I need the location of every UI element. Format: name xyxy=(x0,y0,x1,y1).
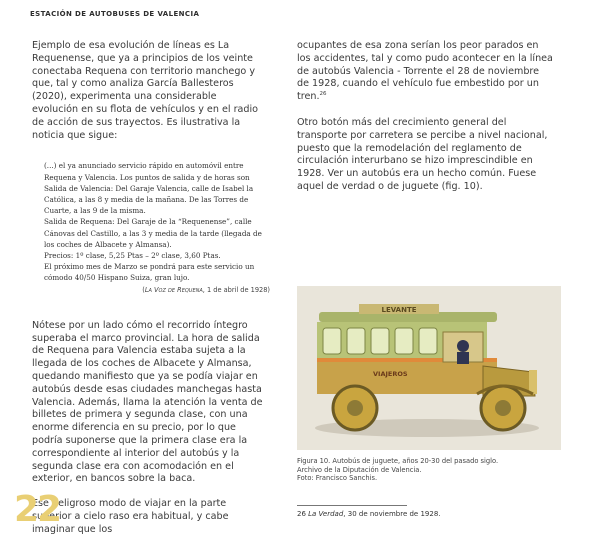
quote-line: (...) el ya anunciado servicio rápido en automóvil entre Requena y Valencia. Los puntos de salida y de horas son xyxy=(44,161,250,182)
driver-figure xyxy=(457,340,469,352)
quote-source-rest: , 1 de abril de 1928) xyxy=(202,285,270,294)
caption-line: Figura 10. Autobús de juguete, años 20-30 del pasado siglo. xyxy=(297,457,499,465)
quote-line: El próximo mes de Marzo se pondrá para este servicio un cómodo 40/50 Hispano Suiza, gran lujo. xyxy=(44,262,255,283)
page-number: 22 xyxy=(14,489,61,530)
right-paragraph-1-text: ocupantes de esa zona serían los peor parados en los accidentes, tal y como pudo acontecer en la línea de autobús Valencia - Torrente el 28 de noviembre de 1928, cuando el vehículo fue embestido por un tren. xyxy=(297,40,553,103)
left-column xyxy=(32,40,270,537)
bus-window xyxy=(395,328,413,354)
quote-source-title: La Voz de Requena xyxy=(144,285,203,294)
quote-line: Salida de Valencia: Del Garaje Valencia, calle de Isabel la Católica, a las 8 y media de la mañana. De las Torres de Cuarte, a las 9 de la misma. xyxy=(44,183,254,216)
bus-rear-hub xyxy=(347,400,363,416)
bus-window xyxy=(347,328,365,354)
left-paragraph-2: Nótese por un lado cómo el recorrido íntegro superaba el marco provincial. La hora de salida de Requena para Valencia estaba sujeta a la llegada de los coches de Albacete y Almansa, quedando manifiesto que ya se podía viajar en autobús desde esas ciudades manchegas hasta Valencia. Además, llama la atención la venta de billetes de primera y segunda clase, con una enorme diferencia en su precio, por lo que podría suponerse que la primera clase era la correspondiente al interior del autobús y la segunda clase era con acomodación en el exterior, en bancos sobre la baca. xyxy=(32,319,263,485)
footnote-title: La Verdad xyxy=(308,510,344,518)
block-quote xyxy=(44,160,270,295)
quote-line: Precios: 1º clase, 5,25 Ptas – 2º clase, 3,60 Ptas. xyxy=(44,251,221,260)
quote-line: Salida de Requena: Del Garaje de la “Requenense”, calle Cánovas del Castillo, a las 3 y media de la tarde (llegada de los coches de Albacete y Almansa). xyxy=(44,217,262,249)
left-paragraph-3: Ese peligroso modo de viajar en la parte superior a cielo raso era habitual, y cabe imaginar que los xyxy=(32,498,229,535)
bus-window xyxy=(419,328,437,354)
bus-radiator xyxy=(529,370,537,394)
right-column xyxy=(297,40,553,194)
bus-sign-side: VIAJEROS xyxy=(373,370,408,378)
running-head: ESTACIÓN DE AUTOBUSES DE VALENCIA xyxy=(30,10,200,18)
footnote-divider xyxy=(297,505,407,506)
bus-window xyxy=(371,328,389,354)
quote-source xyxy=(44,285,270,296)
right-paragraph-2: Otro botón más del crecimiento general del transporte por carretera se percibe a nivel nacional, puesto que la remodelación del reglamento de circulación interurbano se hizo imprescindible en 1928. Ver un autobús era un hecho común. Fuese aquel de verdad o de juguete (fig. 10). xyxy=(297,116,548,192)
driver-body xyxy=(457,352,469,364)
quote-source-open: ( xyxy=(142,285,145,294)
caption-line: Archivo de la Diputación de Valencia. xyxy=(297,465,422,474)
bus-front-hub xyxy=(495,400,511,416)
footnote xyxy=(297,510,441,518)
figure-caption xyxy=(297,457,547,483)
bus-window xyxy=(323,328,341,354)
bus-sign-top: LEVANTE xyxy=(381,306,417,314)
caption-line: Foto: Francisco Sanchis. xyxy=(297,474,378,482)
footnote-rest: , 30 de noviembre de 1928. xyxy=(343,510,441,518)
left-paragraph-1: Ejemplo de esa evolución de líneas es La Requenense, que ya a principios de los veinte conectaba Requena con territorio manchego y que, tal y como analiza García Ballesteros (2020), experimenta una considerable evolución en su flota de vehículos y en el radio de acción de sus trayectos. Es ilustrativa la noticia que sigue: xyxy=(32,40,259,141)
right-paragraph-1 xyxy=(297,40,553,104)
figure-toy-bus xyxy=(297,286,561,450)
footnote-ref: 26 xyxy=(319,91,327,97)
footnote-number: 26 xyxy=(297,510,309,518)
toy-bus-illustration xyxy=(297,286,561,450)
